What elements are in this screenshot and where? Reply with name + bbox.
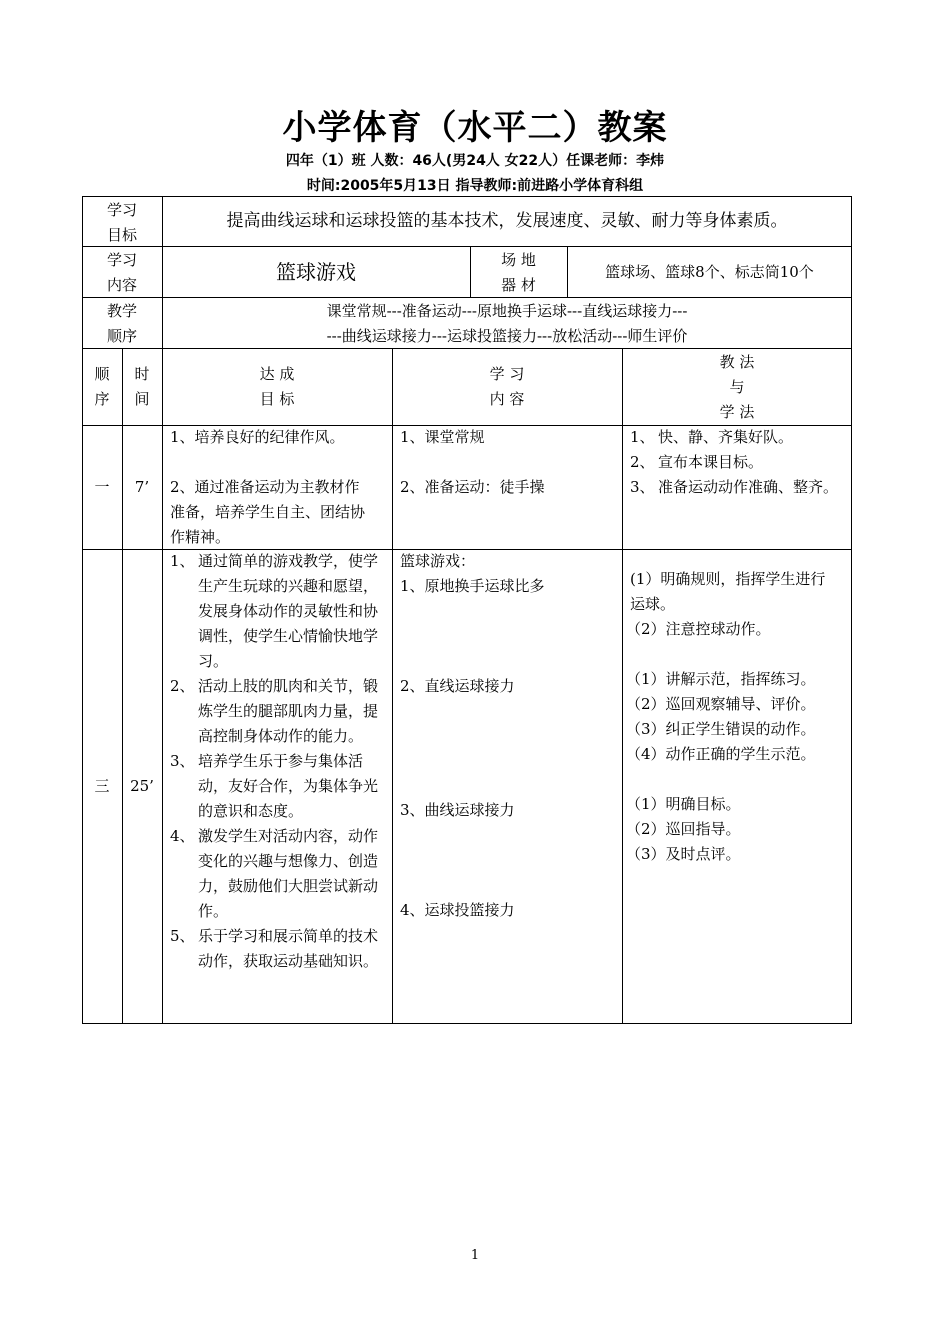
row-divider [82,297,852,298]
row2-content-1: 1、原地换手运球比多 [400,577,545,595]
header-method-line1: 教 法 [719,353,755,371]
item-number: 3、 [630,478,655,496]
col-divider [392,348,393,1024]
document-title: 小学体育（水平二）教案 [282,108,668,148]
method-line: (1）明确规则，指挥学生进行 [630,570,826,588]
item-number: 2、 [170,677,195,695]
content-text: 篮球游戏 [276,260,356,284]
method-line: （1）讲解示范，指挥练习。 [626,670,816,688]
row1-content [400,425,618,500]
header-goal [162,362,392,412]
list-item [170,674,386,749]
row2-content-4: 4、运球投篮接力 [400,901,515,919]
row1-goal-1: 1、培养良好的纪律作风。 [170,428,345,446]
header-goal-line1: 达 成 [259,365,295,383]
header-goal-line2: 目 标 [259,390,295,408]
goal-label-line1: 学习 [106,201,137,219]
method-line: （2）巡回指导。 [626,820,741,838]
method-line: 运球。 [630,595,676,613]
row1-methods [630,425,846,500]
venue-text: 篮球场、篮球8个、标志筒10个 [605,263,814,281]
venue-label [470,248,567,298]
row2-methods-group1 [626,567,848,642]
item-text: 活动上肢的肌肉和关节，锻炼学生的腿部肌肉力量，提高控制身体动作的能力。 [198,677,379,745]
method-line: （3）及时点评。 [626,845,741,863]
item-text: 乐于学习和展示简单的技术动作，获取运动基础知识。 [198,927,379,970]
list-item [170,924,386,974]
row2-content-2: 2、直线运球接力 [400,677,515,695]
sequence-line1: 课堂常规---准备运动---原地换手运球---直线运球接力--- [326,302,688,320]
header-content-line2: 内 容 [489,390,525,408]
list-item [630,475,846,500]
item-text: 准备运动动作准确、整齐。 [658,478,839,496]
sequence-text [162,299,852,349]
row2-order: 三 [94,777,110,795]
item-number: 1、 [170,552,195,570]
item-number: 3、 [170,752,195,770]
item-text: 宣布本课目标。 [658,453,764,471]
sequence-line2: ---曲线运球接力---运球投篮接力---放松活动---师生评价 [326,327,688,345]
list-item [630,425,846,450]
date-info: 时间:2005年5月13日 指导教师:前进路小学体育科组 [306,178,644,194]
list-item [630,450,846,475]
row1-goal-2-line2: 准备，培养学生自主、团结协 [170,503,366,521]
method-line: （2）巡回观察辅导、评价。 [626,695,816,713]
header-content-line1: 学 习 [489,365,525,383]
method-line: （3）纠正学生错误的动作。 [626,720,816,738]
venue-label-line2: 器 材 [501,276,536,294]
header-time-line2: 间 [134,390,150,408]
list-item [170,824,386,924]
item-number: 5、 [170,927,195,945]
method-line: （2）注意控球动作。 [626,620,771,638]
col-divider [162,348,163,1024]
content-label-line2: 内容 [106,276,137,294]
row2-content-head: 篮球游戏： [400,552,476,570]
item-number: 1、 [630,428,655,446]
col-divider [622,348,623,1024]
item-number: 2、 [630,453,655,471]
header-method [622,350,852,425]
header-order-line1: 顺 [94,365,110,383]
spacer [400,450,618,475]
goal-text: 提高曲线运球和运球投篮的基本技术，发展速度、灵敏、耐力等身体素质。 [226,211,788,231]
row1-goal-2-line3: 作精神。 [170,528,231,546]
sequence-label-line1: 教学 [106,302,137,320]
venue-label-line1: 场 地 [501,251,536,269]
class-info: 四年（1）班 人数：46人(男24人 女22人）任课老师：李炜 [285,153,665,169]
header-order-line2: 序 [94,390,110,408]
row2-time: 25’ [130,777,154,795]
item-text: 快、静、齐集好队。 [658,428,794,446]
row1-content-1: 1、课堂常规 [400,428,485,446]
row1-goals [170,425,388,550]
list-item [170,749,386,824]
row1-time: 7’ [134,478,150,496]
goal-label [82,198,162,248]
item-text: 通过简单的游戏教学，使学生产生玩球的兴趣和愿望，发展身体动作的灵敏性和协调性，使学生心情愉快地学习。 [198,552,379,670]
row2-goal-list [170,549,386,974]
page-number: 1 [470,1248,480,1263]
item-text: 培养学生乐于参与集体活动，友好合作，为集体争光的意识和态度。 [198,752,379,820]
spacer [170,450,388,475]
header-content [392,362,622,412]
header-time [122,362,162,412]
method-line: （4）动作正确的学生示范。 [626,745,816,763]
content-label-line1: 学习 [106,251,137,269]
row2-methods-group2 [626,667,850,767]
row1-order: 一 [94,478,110,496]
col-divider [122,348,123,1024]
row-divider [82,246,852,247]
sequence-label-line2: 顺序 [106,327,137,345]
item-number: 4、 [170,827,195,845]
row1-content-2: 2、准备运动：徒手操 [400,478,545,496]
goal-label-line2: 目标 [106,226,137,244]
row2-methods-group3 [626,792,850,867]
header-time-line1: 时 [134,365,150,383]
list-item [170,549,386,674]
row1-method-list [630,425,846,500]
row2-content-3: 3、曲线运球接力 [400,801,515,819]
sequence-label [82,299,162,349]
item-text: 激发学生对活动内容，动作变化的兴趣与想像力、创造力，鼓励他们大胆尝试新动作。 [198,827,379,920]
method-line: （1）明确目标。 [626,795,741,813]
content-label [82,248,162,298]
row2-goals [170,549,386,974]
header-method-line3: 学 法 [719,403,755,421]
row1-goal-2-line1: 2、通过准备运动为主教材作 [170,478,360,496]
header-order [82,362,122,412]
header-method-line2: 与 [729,378,745,396]
